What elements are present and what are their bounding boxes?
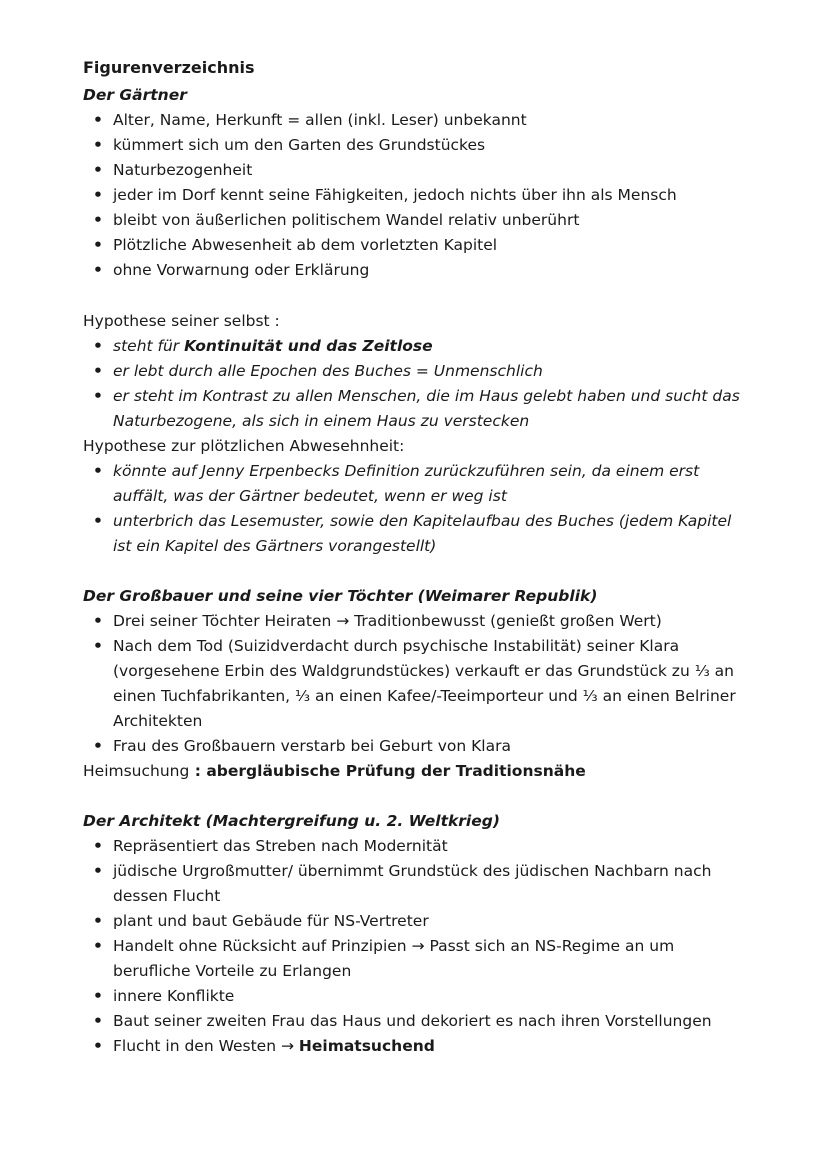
list-item: • Nach dem Tod (Suizidverdacht durch psychische Instabilität) seiner Klara — [113, 634, 679, 659]
document-title: Figurenverzeichnis — [83, 58, 255, 77]
list-item-continuation: dessen Flucht — [113, 887, 221, 905]
section-heading-gaertner: Der Gärtner — [83, 86, 187, 104]
hypothesis-label: Hypothese zur plötzlichen Abwesehnheit: — [83, 437, 405, 455]
list-item: • jüdische Urgroßmutter/ übernimmt Grundstück des jüdischen Nachbarn nach — [113, 859, 711, 884]
list-item: • Repräsentiert das Streben nach Modernität — [113, 834, 448, 859]
list-item: • innere Konflikte — [113, 984, 234, 1009]
list-item: • unterbrich das Lesemuster, sowie den Kapitelaufbau des Buches (jedem Kapitel — [113, 509, 731, 534]
bold-text-run: : abergläubische Prüfung der Traditionsnähe — [189, 762, 586, 780]
text-run: Flucht in den Westen → — [113, 1037, 299, 1055]
list-item: • ohne Vorwarnung oder Erklärung — [113, 258, 369, 283]
list-item-continuation: (vorgesehene Erbin des Waldgrundstückes) verkauft er das Grundstück zu ⅓ an — [113, 662, 734, 680]
list-item-continuation: Architekten — [113, 712, 203, 730]
list-item-continuation: ist ein Kapitel des Gärtners vorangestellt) — [113, 537, 437, 555]
list-item: • jeder im Dorf kennt seine Fähigkeiten, jedoch nichts über ihn als Mensch — [113, 183, 677, 208]
hypothesis-label: Hypothese seiner selbst : — [83, 312, 280, 330]
list-item: • Baut seiner zweiten Frau das Haus und dekoriert es nach ihren Vorstellungen — [113, 1009, 712, 1034]
heimsuchung-line — [83, 759, 586, 784]
list-item — [113, 1034, 435, 1059]
list-item: • Drei seiner Töchter Heiraten → Traditionbewusst (genießt großen Wert) — [113, 609, 662, 634]
section-heading-architekt: Der Architekt (Machtergreifung u. 2. Weltkrieg) — [83, 812, 500, 830]
list-item-continuation: einen Tuchfabrikanten, ⅓ an einen Kafee/-Teeimporteur und ⅓ an einen Belriner — [113, 687, 736, 705]
list-item: • Frau des Großbauern verstarb bei Geburt von Klara — [113, 734, 511, 759]
text-run: steht für — [113, 337, 185, 355]
list-item: • Alter, Name, Herkunft = allen (inkl. Leser) unbekannt — [113, 108, 527, 133]
text-run: Heimsuchung — [83, 762, 190, 780]
list-item-continuation: berufliche Vorteile zu Erlangen — [113, 962, 352, 980]
list-item: • könnte auf Jenny Erpenbecks Definition zurückzuführen sein, da einem erst — [113, 459, 699, 484]
section-heading-grossbauer: Der Großbauer und seine vier Töchter (Weimarer Republik) — [83, 587, 598, 605]
list-item-continuation: auffält, was der Gärtner bedeutet, wenn er weg ist — [113, 487, 507, 505]
list-item: • er steht im Kontrast zu allen Menschen, die im Haus gelebt haben und sucht das — [113, 384, 740, 409]
list-item: • Naturbezogenheit — [113, 158, 252, 183]
list-item: • bleibt von äußerlichen politischem Wandel relativ unberührt — [113, 208, 579, 233]
list-item: • er lebt durch alle Epochen des Buches = Unmenschlich — [113, 359, 543, 384]
list-item — [113, 334, 433, 359]
list-item: • Handelt ohne Rücksicht auf Prinzipien → Passt sich an NS-Regime an um — [113, 934, 674, 959]
list-item: • plant und baut Gebäude für NS-Vertreter — [113, 909, 429, 934]
bold-text-run: Heimatsuchend — [298, 1037, 435, 1055]
list-item-continuation: Naturbezogene, als sich in einem Haus zu verstecken — [113, 412, 530, 430]
list-item: • kümmert sich um den Garten des Grundstückes — [113, 133, 485, 158]
list-item: • Plötzliche Abwesenheit ab dem vorletzten Kapitel — [113, 233, 497, 258]
bold-text-run: Kontinuität und das Zeitlose — [184, 337, 433, 355]
